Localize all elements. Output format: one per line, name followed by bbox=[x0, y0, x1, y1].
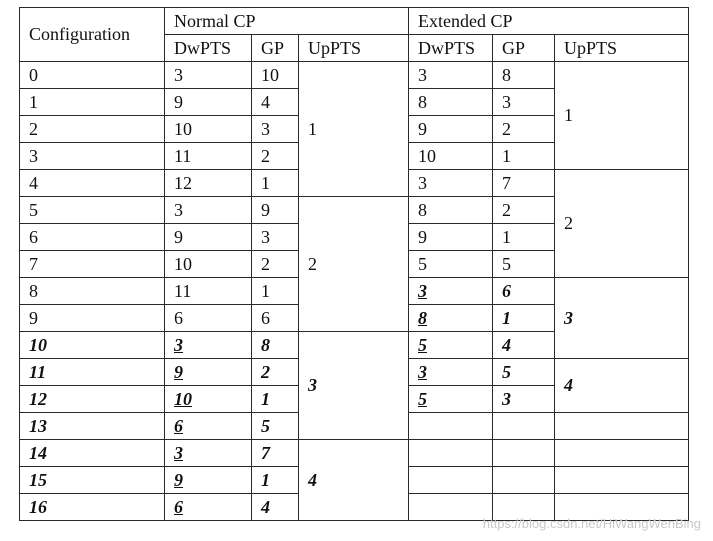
normal-gp-cell: 3 bbox=[252, 116, 299, 143]
normal-gp-cell: 1 bbox=[252, 170, 299, 197]
extended-gp-cell: 2 bbox=[493, 197, 555, 224]
config-cell: 7 bbox=[20, 251, 165, 278]
normal-dwpts-cell: 9 bbox=[165, 467, 252, 494]
extended-dwpts-cell: 5 bbox=[409, 386, 493, 413]
extended-dwpts-cell: 8 bbox=[409, 89, 493, 116]
config-cell: 10 bbox=[20, 332, 165, 359]
normal-dwpts-cell: 9 bbox=[165, 359, 252, 386]
normal-gp-cell: 6 bbox=[252, 305, 299, 332]
extended-gp-cell: 3 bbox=[493, 89, 555, 116]
extended-dwpts-cell bbox=[409, 467, 493, 494]
header-normal-cp: Normal CP bbox=[165, 8, 409, 35]
extended-gp-cell: 1 bbox=[493, 224, 555, 251]
normal-dwpts-cell: 6 bbox=[165, 413, 252, 440]
normal-dwpts-cell: 3 bbox=[165, 197, 252, 224]
normal-dwpts-cell: 6 bbox=[165, 494, 252, 521]
config-cell: 3 bbox=[20, 143, 165, 170]
normal-gp-cell: 1 bbox=[252, 467, 299, 494]
extended-gp-cell: 2 bbox=[493, 116, 555, 143]
table-row bbox=[20, 62, 689, 89]
normal-dwpts-cell: 9 bbox=[165, 224, 252, 251]
extended-dwpts-cell bbox=[409, 494, 493, 521]
normal-dwpts-cell: 3 bbox=[165, 332, 252, 359]
normal-gp-cell: 4 bbox=[252, 89, 299, 116]
normal-uppts-cell: 1 bbox=[299, 62, 409, 197]
extended-gp-cell: 1 bbox=[493, 143, 555, 170]
extended-gp-cell bbox=[493, 413, 555, 440]
extended-uppts-cell: 4 bbox=[555, 359, 689, 413]
extended-uppts-cell: 1 bbox=[555, 62, 689, 170]
extended-dwpts-cell: 9 bbox=[409, 116, 493, 143]
extended-dwpts-cell: 3 bbox=[409, 62, 493, 89]
header-configuration: Configuration bbox=[20, 8, 165, 62]
normal-dwpts-cell: 6 bbox=[165, 305, 252, 332]
config-cell: 0 bbox=[20, 62, 165, 89]
config-cell: 9 bbox=[20, 305, 165, 332]
normal-uppts-cell: 4 bbox=[299, 440, 409, 521]
config-cell: 4 bbox=[20, 170, 165, 197]
normal-dwpts-cell: 10 bbox=[165, 251, 252, 278]
extended-dwpts-cell: 3 bbox=[409, 170, 493, 197]
config-cell: 12 bbox=[20, 386, 165, 413]
normal-dwpts-cell: 3 bbox=[165, 62, 252, 89]
extended-gp-cell: 6 bbox=[493, 278, 555, 305]
normal-gp-cell: 7 bbox=[252, 440, 299, 467]
normal-gp-cell: 8 bbox=[252, 332, 299, 359]
extended-dwpts-cell: 9 bbox=[409, 224, 493, 251]
config-cell: 15 bbox=[20, 467, 165, 494]
extended-uppts-cell bbox=[555, 413, 689, 440]
config-cell: 8 bbox=[20, 278, 165, 305]
extended-dwpts-cell: 3 bbox=[409, 278, 493, 305]
header-extended-cp: Extended CP bbox=[409, 8, 689, 35]
config-cell: 1 bbox=[20, 89, 165, 116]
normal-gp-cell: 3 bbox=[252, 224, 299, 251]
extended-uppts-cell bbox=[555, 440, 689, 467]
header-extended-uppts: UpPTS bbox=[555, 35, 689, 62]
extended-uppts-cell: 2 bbox=[555, 170, 689, 278]
tdd-special-subframe-table bbox=[19, 7, 689, 521]
config-cell: 16 bbox=[20, 494, 165, 521]
extended-gp-cell: 1 bbox=[493, 305, 555, 332]
table-row bbox=[20, 440, 689, 467]
extended-gp-cell: 5 bbox=[493, 251, 555, 278]
normal-dwpts-cell: 10 bbox=[165, 386, 252, 413]
extended-gp-cell: 4 bbox=[493, 332, 555, 359]
extended-dwpts-cell: 8 bbox=[409, 197, 493, 224]
extended-dwpts-cell: 10 bbox=[409, 143, 493, 170]
config-cell: 11 bbox=[20, 359, 165, 386]
normal-gp-cell: 2 bbox=[252, 251, 299, 278]
extended-dwpts-cell: 8 bbox=[409, 305, 493, 332]
extended-dwpts-cell bbox=[409, 440, 493, 467]
config-cell: 6 bbox=[20, 224, 165, 251]
normal-gp-cell: 10 bbox=[252, 62, 299, 89]
normal-dwpts-cell: 12 bbox=[165, 170, 252, 197]
config-cell: 2 bbox=[20, 116, 165, 143]
extended-gp-cell: 3 bbox=[493, 386, 555, 413]
extended-gp-cell bbox=[493, 440, 555, 467]
extended-gp-cell bbox=[493, 467, 555, 494]
extended-gp-cell: 5 bbox=[493, 359, 555, 386]
normal-dwpts-cell: 3 bbox=[165, 440, 252, 467]
header-extended-dwpts: DwPTS bbox=[409, 35, 493, 62]
config-cell: 13 bbox=[20, 413, 165, 440]
header-extended-gp: GP bbox=[493, 35, 555, 62]
extended-uppts-cell bbox=[555, 467, 689, 494]
extended-dwpts-cell bbox=[409, 413, 493, 440]
config-cell: 5 bbox=[20, 197, 165, 224]
normal-dwpts-cell: 11 bbox=[165, 278, 252, 305]
extended-dwpts-cell: 5 bbox=[409, 332, 493, 359]
header-normal-gp: GP bbox=[252, 35, 299, 62]
normal-gp-cell: 4 bbox=[252, 494, 299, 521]
extended-gp-cell: 7 bbox=[493, 170, 555, 197]
extended-dwpts-cell: 3 bbox=[409, 359, 493, 386]
normal-gp-cell: 2 bbox=[252, 359, 299, 386]
normal-uppts-cell: 3 bbox=[299, 332, 409, 440]
extended-uppts-cell: 3 bbox=[555, 278, 689, 359]
extended-gp-cell: 8 bbox=[493, 62, 555, 89]
normal-gp-cell: 5 bbox=[252, 413, 299, 440]
extended-dwpts-cell: 5 bbox=[409, 251, 493, 278]
normal-gp-cell: 2 bbox=[252, 143, 299, 170]
watermark-text: https://blog.csdn.net/HiWangWenBing bbox=[482, 516, 701, 531]
header-normal-uppts: UpPTS bbox=[299, 35, 409, 62]
header-normal-dwpts: DwPTS bbox=[165, 35, 252, 62]
normal-dwpts-cell: 10 bbox=[165, 116, 252, 143]
normal-gp-cell: 1 bbox=[252, 386, 299, 413]
normal-dwpts-cell: 11 bbox=[165, 143, 252, 170]
normal-gp-cell: 9 bbox=[252, 197, 299, 224]
config-cell: 14 bbox=[20, 440, 165, 467]
normal-gp-cell: 1 bbox=[252, 278, 299, 305]
normal-dwpts-cell: 9 bbox=[165, 89, 252, 116]
normal-uppts-cell: 2 bbox=[299, 197, 409, 332]
